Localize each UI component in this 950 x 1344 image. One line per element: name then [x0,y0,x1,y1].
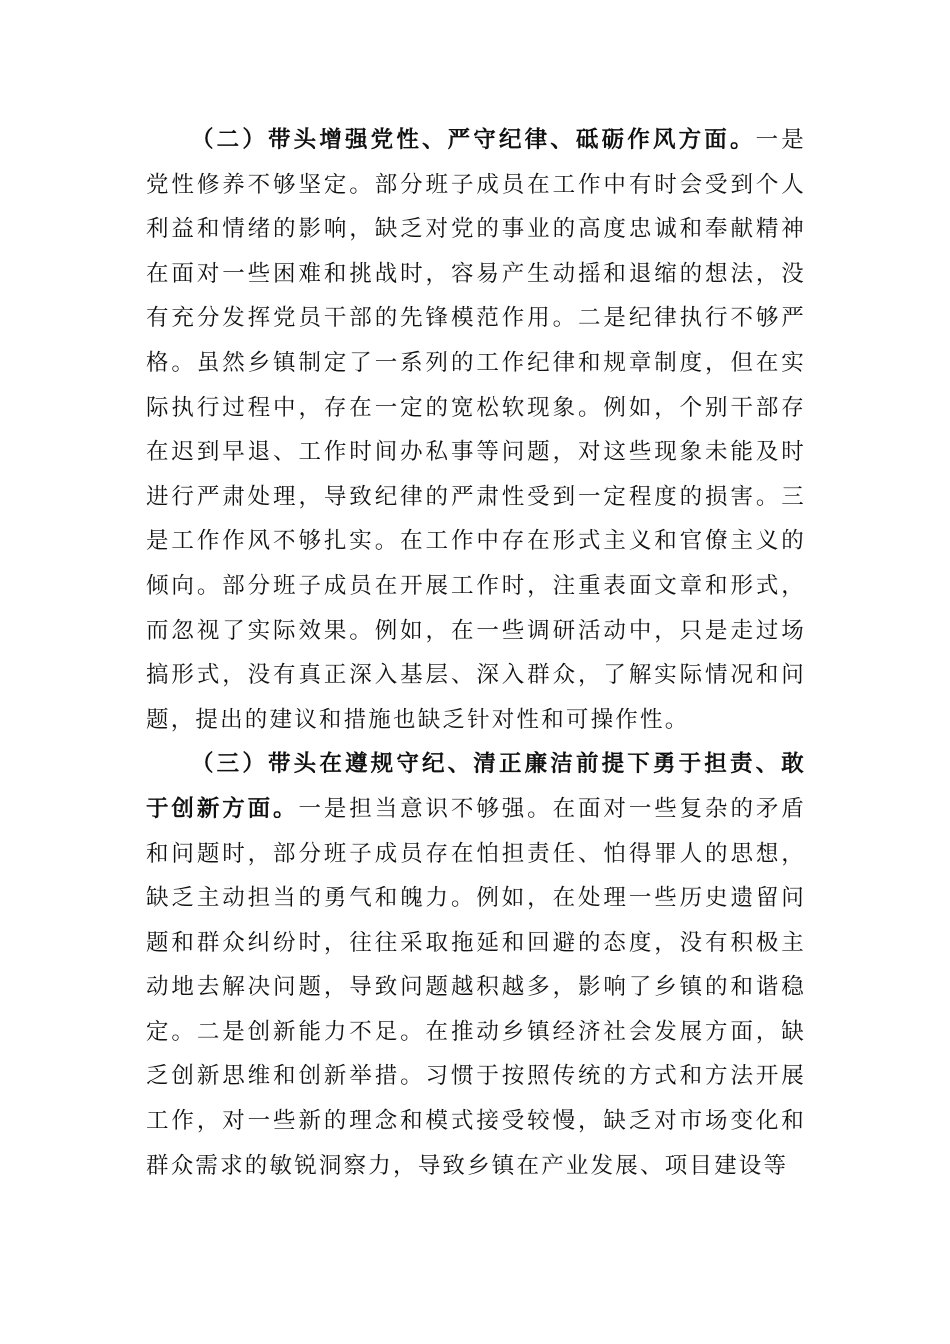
paragraph-party-discipline [146,118,806,742]
paragraph-text: 一是担当意识不够强。在面对一些复杂的矛盾和问题时，部分班子成员存在怕担责任、怕得罪人的思想，缺乏主动担当的勇气和魄力。例如，在处理一些历史遗留问题和群众纠纷时，往往采取拖延和回避的态度，没有积极主动地去解决问题，导致问题越积越多，影响了乡镇的和谐稳定。二是创新能力不足。在推动乡镇经济社会发展方面，缺乏创新思维和创新举措。习惯于按照传统的方式和方法开展工作，对一些新的理念和模式接受较慢，缺乏对市场变化和群众需求的敏锐洞察力，导致乡镇在产业发展、项目建设等 [146,795,806,1179]
paragraph-responsibility-innovation [146,742,806,1188]
paragraph-text: 一是党性修养不够坚定。部分班子成员在工作中有时会受到个人利益和情绪的影响，缺乏对党的事业的高度忠诚和奉献精神在面对一些困难和挑战时，容易产生动摇和退缩的想法，没有充分发挥党员干部的先锋模范作用。二是纪律执行不够严格。虽然乡镇制定了一系列的工作纪律和规章制度，但在实际执行过程中，存在一定的宽松软现象。例如，个别干部存在迟到早退、工作时间办私事等问题，对这些现象未能及时进行严肃处理，导致纪律的严肃性受到一定程度的损害。三是工作作风不够扎实。在工作中存在形式主义和官僚主义的倾向。部分班子成员在开展工作时，注重表面文章和形式，而忽视了实际效果。例如，在一些调研活动中，只是走过场搞形式，没有真正深入基层、深入群众，了解实际情况和问题，提出的建议和措施也缺乏针对性和可操作性。 [146,127,806,733]
paragraph-heading: （三）带头在遵规守纪、清正廉洁前提下勇于担责、敢于创新方面。 [146,751,806,822]
document-body [146,118,806,1188]
paragraph-heading: （二）带头增强党性、严守纪律、砥砺作风方面。 [191,127,756,153]
